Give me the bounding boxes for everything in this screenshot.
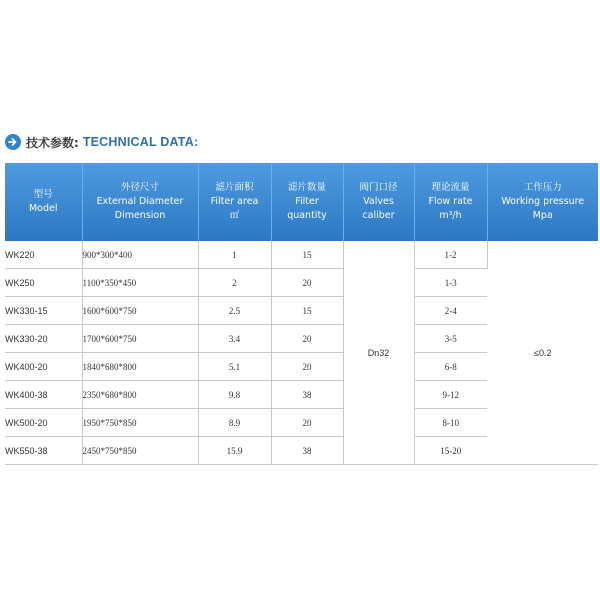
header-cn: 理论流量 (431, 182, 470, 193)
heading-title-cn: 技术参数: (26, 135, 79, 150)
model-cell: WK550-38 (5, 437, 82, 465)
header-cn: 滤片面积 (215, 182, 254, 193)
filter-quantity-cell: 20 (271, 269, 343, 297)
filter-quantity-cell: 20 (271, 409, 343, 437)
flow-rate-cell: 2-4 (414, 297, 487, 325)
header-en: Valves (363, 196, 394, 207)
header-cn: 型号 (33, 189, 53, 200)
header-en: Model (28, 203, 58, 214)
header-en: Filter (295, 196, 319, 207)
filter-area-cell: 3.4 (198, 325, 271, 353)
column-header-flow-rate (414, 163, 487, 241)
filter-quantity-cell: 20 (271, 325, 343, 353)
technical-data-table (5, 163, 598, 465)
flow-rate-cell: 8-10 (414, 409, 487, 437)
table-header-row (5, 163, 598, 241)
header-cn: 外径尺寸 (120, 182, 159, 193)
filter-area-cell: 5.1 (198, 353, 271, 381)
dimension-cell: 1600*600*750 (82, 297, 198, 325)
header-en-line2: caliber (362, 210, 395, 221)
flow-rate-cell: 6-8 (414, 353, 487, 381)
table-row (5, 241, 598, 269)
filter-area-cell: 8.9 (198, 409, 271, 437)
model-cell: WK220 (5, 241, 82, 269)
dimension-cell: 1840*680*800 (82, 353, 198, 381)
dimension-cell: 1700*600*750 (82, 325, 198, 353)
filter-quantity-cell: 15 (271, 241, 343, 269)
section-heading (5, 132, 198, 152)
dimension-cell: 1950*750*850 (82, 409, 198, 437)
dimension-cell: 2350*680*800 (82, 381, 198, 409)
header-en-line2: Dimension (114, 210, 166, 221)
model-cell: WK250 (5, 269, 82, 297)
heading-title-en: TECHNICAL DATA: (82, 135, 199, 149)
header-en: External Diameter (96, 196, 184, 207)
column-header-model (5, 163, 82, 241)
header-en: Flow rate (428, 196, 473, 207)
model-cell: WK500-20 (5, 409, 82, 437)
flow-rate-cell: 1-3 (414, 269, 487, 297)
filter-quantity-cell: 20 (271, 353, 343, 381)
filter-area-cell: 9.8 (198, 381, 271, 409)
flow-rate-cell: 1-2 (414, 241, 487, 269)
filter-area-cell: 1 (198, 241, 271, 269)
dimension-cell: 1100*350*450 (82, 269, 198, 297)
flow-rate-cell: 9-12 (414, 381, 487, 409)
valves-caliber-cell: Dn32 (343, 241, 414, 465)
arrow-right-circle-icon (5, 134, 21, 150)
header-en-line2: quantity (287, 210, 327, 221)
dimension-cell: 2450*750*850 (82, 437, 198, 465)
column-header-valves-caliber (343, 163, 414, 241)
filter-area-cell: 2 (198, 269, 271, 297)
header-unit: Mpa (532, 210, 553, 221)
column-header-filter-area (198, 163, 271, 241)
model-cell: WK330-20 (5, 325, 82, 353)
model-cell: WK330-15 (5, 297, 82, 325)
working-pressure-cell: ≤0.2 (487, 241, 598, 465)
filter-quantity-cell: 38 (271, 437, 343, 465)
column-header-working-pressure (487, 163, 598, 241)
flow-rate-cell: 3-5 (414, 325, 487, 353)
header-unit: m³/h (439, 210, 462, 221)
filter-area-cell: 2.5 (198, 297, 271, 325)
filter-area-cell: 15.9 (198, 437, 271, 465)
model-cell: WK400-20 (5, 353, 82, 381)
filter-quantity-cell: 15 (271, 297, 343, 325)
column-header-filter-quantity (271, 163, 343, 241)
header-cn: 滤片数量 (287, 182, 326, 193)
column-header-dimension (82, 163, 198, 241)
header-unit: ㎡ (229, 210, 240, 221)
dimension-cell: 900*300*400 (82, 241, 198, 269)
header-cn: 阀门口径 (359, 182, 398, 193)
header-en: Filter area (210, 196, 259, 207)
model-cell: WK400-38 (5, 381, 82, 409)
header-en: Working pressure (501, 196, 585, 207)
header-cn: 工作压力 (523, 182, 562, 193)
flow-rate-cell: 15-20 (414, 437, 487, 465)
filter-quantity-cell: 38 (271, 381, 343, 409)
